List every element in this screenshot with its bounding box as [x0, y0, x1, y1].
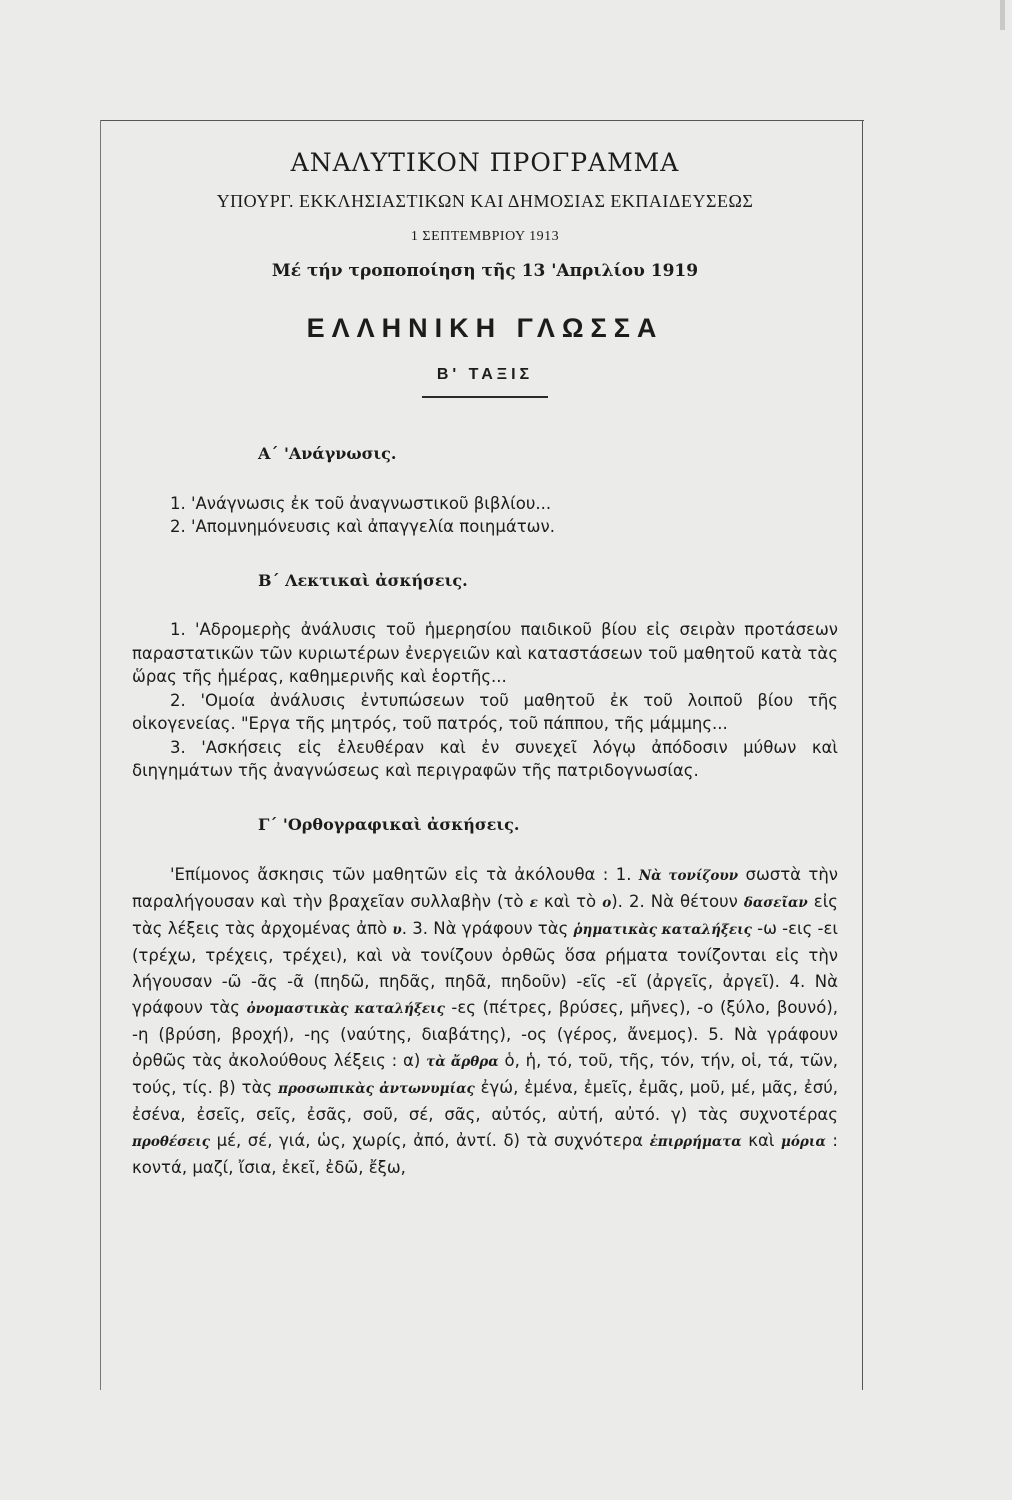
emphasis: ε [529, 895, 538, 911]
text-run: καὶ τὸ [537, 892, 603, 911]
subject-title: ΕΛΛΗΝΙΚΗ ΓΛΩΣΣΑ [306, 313, 664, 343]
emphasis: ο [602, 895, 612, 911]
document-title: ΑΝΑΛΥΤΙΚΟΝ ΠΡΟΓΡΑΜΜΑ [290, 148, 680, 177]
section-heading-reading: Α΄ 'Ανάγνωσις. [258, 444, 397, 463]
emphasis: μόρια [781, 1134, 826, 1150]
emphasis: δασεῖαν [743, 895, 808, 911]
emphasis: προθέσεις [132, 1134, 210, 1150]
section-spelling-exercises [132, 813, 838, 1182]
emphasis: ὀνομαστικὰς καταλήξεις [246, 1001, 445, 1017]
emphasis: ἐπιρρήματα [649, 1134, 742, 1150]
text-run: ). 2. Νὰ θέτουν [611, 892, 744, 911]
date-line: 1 ΣΕΠΤΕΜΒΡΙΟΥ 1913 [410, 229, 560, 244]
emphasis: υ [392, 922, 402, 938]
scan-edge-mark [1000, 0, 1005, 30]
emphasis: Νὰ τονίζουν [638, 868, 739, 884]
paragraph: 3. 'Ασκήσεις εἰς ἐλευθέραν καὶ ἐν συνεχεῖ λόγῳ ἀπόδοσιν μύθων καὶ διηγημάτων τῆς ἀναγνώσεως καὶ περιγραφῶν τῆς πατριδογνωσίας. [132, 737, 838, 780]
emphasis: προσωπικὰς ἀντωνυμίας [278, 1081, 475, 1097]
frame-left-border [100, 120, 101, 1390]
list-item: 2. 'Απομνημόνευσις καὶ ἀπαγγελία ποιημάτων. [170, 517, 555, 536]
text-run: καὶ [741, 1131, 782, 1150]
text-run: ὁ, ἡ, τό, τοῦ, τῆς, τόν, τήν, οἱ, τά, τῶν, τούς, τίς. β) τὰς [132, 1051, 838, 1097]
section-heading-oral: Β΄ Λεκτικαὶ ἀσκήσεις. [258, 570, 468, 590]
text-run: ἐγώ, ἐμένα, ἐμεῖς, ἐμᾶς, μοῦ, μέ, μᾶς, ἐσύ, ἐσένα, ἐσεῖς, σεῖς, ἐσᾶς, σοῦ, σέ, σᾶς, αὐτός, αὐτή, αὐτό. γ) τὰς συχνοτέρας [132, 1078, 838, 1124]
title-divider [422, 396, 548, 398]
text-run: . 3. Νὰ γράφουν τὰς [401, 919, 574, 938]
amendment-line: Μέ τήν τροποποίηση τῆς 13 'Απριλίου 1919 [271, 261, 699, 281]
section-oral-exercises [132, 569, 838, 783]
paragraph [132, 862, 838, 1181]
section-reading [132, 442, 838, 539]
paragraph: 2. 'Ομοία ἀνάλυσις ἐντυπώσεων τοῦ μαθητοῦ ἐκ τοῦ λοιποῦ βίου τῆς οἰκογενείας. "Εργα τῆς μητρός, τοῦ πατρός, τοῦ πάππου, τῆς μάμμης... [132, 690, 838, 733]
class-label: Β' ΤΑΞΙΣ [436, 366, 534, 383]
paragraph: 1. 'Αδρομερὴς ἀνάλυσις τοῦ ἡμερησίου παιδικοῦ βίου εἰς σειρὰν προτάσεων παραστατικῶν τῶν κυριωτέρων ἐνεργειῶν καὶ καταστάσεων τοῦ μαθητοῦ κατὰ τὰς ὥρας τῆς ἡμέρας, καθημερινῆς καὶ ἑορτῆς... [132, 620, 838, 686]
text-run: μέ, σέ, γιά, ὡς, χωρίς, ἀπό, ἀντί. δ) τὰ συχνότερα [210, 1131, 650, 1150]
emphasis: τὰ ἄρθρα [426, 1054, 499, 1070]
frame-right-border [862, 120, 863, 1390]
text-run: : κοντά, μαζί, ἴσια, ἐκεῖ, ἐδῶ, ἔξω, [132, 1131, 838, 1177]
text-run: -ες (πέτρες, βρύσες, μῆνες), -ο (ξύλο, βουνό), -η (βρύση, βροχή), -ης (ναύτης, διαβάτης), -ος (γέρος, ἄνεμος). 5. Νὰ γράφουν ὀρθῶς τὰς ἀκολούθους λέξεις : α) [132, 998, 839, 1070]
page-content [132, 148, 838, 1181]
text-run: σωστὰ τὴν παραλήγουσαν καὶ τὴν βραχεῖαν συλλαβὴν (τὸ [132, 865, 839, 911]
text-run: -ω -εις -ει (τρέχω, τρέχεις, τρέχει), καὶ νὰ τονίζουν ὀρθῶς ὅσα ρήματα τονίζονται εἰς τὴν λήγουσαν -ῶ -ᾶς -ᾶ (πηδῶ, πηδᾶς, πηδᾶ, πηδοῦν) -εῖς -εῖ (ἀργεῖς, ἀργεῖ). 4. Νὰ γράφουν τὰς [132, 919, 838, 1017]
frame-top-border [100, 120, 864, 121]
section-heading-spelling: Γ΄ 'Ορθογραφικαὶ ἀσκήσεις. [258, 814, 520, 834]
list-item: 1. 'Ανάγνωσις ἐκ τοῦ ἀναγνωστικοῦ βιβλίου... [170, 493, 552, 513]
emphasis: ῥηματικὰς καταλήξεις [573, 922, 752, 938]
text-run: εἰς τὰς λέξεις τὰς ἀρχομένας ἀπὸ [132, 892, 838, 938]
ministry-line: ΥΠΟΥΡΓ. ΕΚΚΛΗΣΙΑΣΤΙΚΩΝ ΚΑΙ ΔΗΜΟΣΙΑΣ ΕΚΠΑΙΔΕΥΣΕΩΣ [216, 191, 754, 211]
text-run: 'Επίμονος ἄσκησις τῶν μαθητῶν εἰς τὰ ἀκόλουθα : 1. [170, 865, 639, 884]
